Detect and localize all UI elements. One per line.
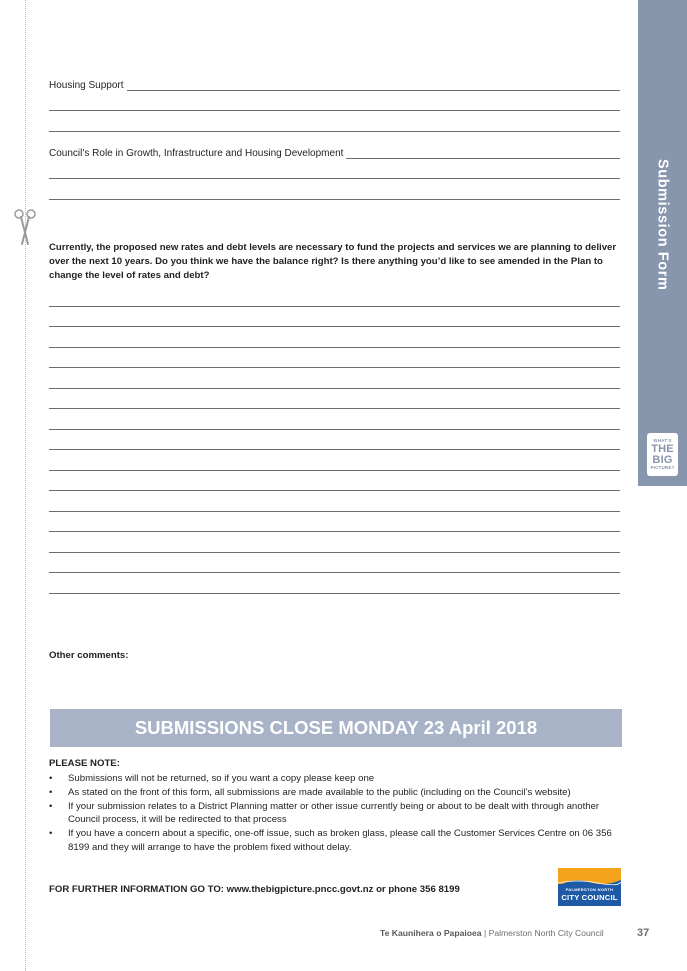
- cut-line: [25, 0, 26, 971]
- answer-line[interactable]: [49, 429, 620, 430]
- council-role-label: Council’s Role in Growth, Infrastructure and Housing Development: [49, 148, 346, 159]
- answer-line[interactable]: [49, 449, 620, 450]
- note-text: Submissions will not be returned, so if you want a copy please keep one: [68, 773, 375, 784]
- scissors-icon: [13, 208, 37, 246]
- note-text: As stated on the front of this form, all submissions are made available to the public (including on the Council’s website): [68, 786, 571, 798]
- footer-maori-name: Te Kaunihera o Papaioea: [380, 928, 482, 938]
- answer-line[interactable]: [49, 367, 620, 368]
- big-picture-logo: [647, 433, 678, 476]
- logo-line-bottom: PICTURE?: [650, 464, 675, 470]
- logo-line-big: BIG: [652, 453, 673, 466]
- bullet: •: [49, 800, 53, 812]
- list-item: [49, 786, 624, 800]
- council-logo-hills: [558, 877, 621, 886]
- sidebar-title: [638, 150, 687, 300]
- bullet: •: [49, 786, 53, 798]
- notes-list: [49, 772, 624, 855]
- submissions-close-banner: SUBMISSIONS CLOSE MONDAY 23 April 2018: [50, 709, 622, 747]
- answer-line[interactable]: [49, 572, 620, 573]
- answer-line[interactable]: [49, 531, 620, 532]
- other-comments-label: Other comments:: [49, 650, 129, 661]
- logo-line-the: THE: [651, 442, 674, 455]
- housing-support-line-3[interactable]: [49, 131, 620, 132]
- page-number: 37: [637, 927, 650, 939]
- council-role-line-2[interactable]: [49, 178, 620, 179]
- answer-line[interactable]: [49, 326, 620, 327]
- answer-line[interactable]: [49, 306, 620, 307]
- housing-support-line-2[interactable]: [49, 110, 620, 111]
- list-item: [49, 800, 624, 828]
- answer-line[interactable]: [49, 593, 620, 594]
- bullet: •: [49, 773, 53, 784]
- answer-line[interactable]: [49, 552, 620, 553]
- footer-separator: |: [483, 928, 487, 938]
- footer-english-name: Palmerston North City Council: [488, 928, 604, 938]
- logo-line-top: WHAT'S: [653, 438, 672, 443]
- list-item: [49, 772, 624, 786]
- footer: [380, 928, 604, 938]
- council-role-line-3[interactable]: [49, 199, 620, 200]
- answer-line[interactable]: [49, 490, 620, 491]
- council-logo-line2: CITY COUNCIL: [561, 893, 618, 902]
- list-item: [49, 827, 624, 855]
- council-logo-line1: PALMERSTON NORTH: [565, 887, 614, 892]
- answer-line[interactable]: [49, 408, 620, 409]
- note-text: If you have a concern about a specific, one-off issue, such as broken glass, please call the Customer Services Centre on 06 356 8199 and they will arrange to have the problem fixed without delay.: [68, 828, 612, 853]
- note-text: If your submission relates to a District Planning matter or other issue currently being or about to be dealt with through another Council process, it will be redirected to that process: [68, 800, 600, 826]
- answer-line[interactable]: [49, 470, 620, 471]
- answer-line[interactable]: [49, 347, 620, 348]
- council-logo: [558, 868, 621, 906]
- housing-support-label: Housing Support: [49, 80, 127, 91]
- rates-debt-question: Currently, the proposed new rates and debt levels are necessary to fund the projects and services we are planning to deliver over the next 10 years. Do you think we have the balance right? Is there anything you’d like to see amended in the Plan to change the level of rates and debt?: [49, 242, 617, 281]
- housing-support-line-1[interactable]: [49, 90, 620, 91]
- bullet: •: [49, 828, 53, 840]
- further-information: FOR FURTHER INFORMATION GO TO: www.thebigpicture.pncc.govt.nz or phone 356 8199: [49, 884, 460, 895]
- answer-line[interactable]: [49, 511, 620, 512]
- sidebar-title-text: Submission Form: [654, 159, 671, 291]
- answer-line[interactable]: [49, 388, 620, 389]
- please-note-heading: PLEASE NOTE:: [49, 758, 120, 769]
